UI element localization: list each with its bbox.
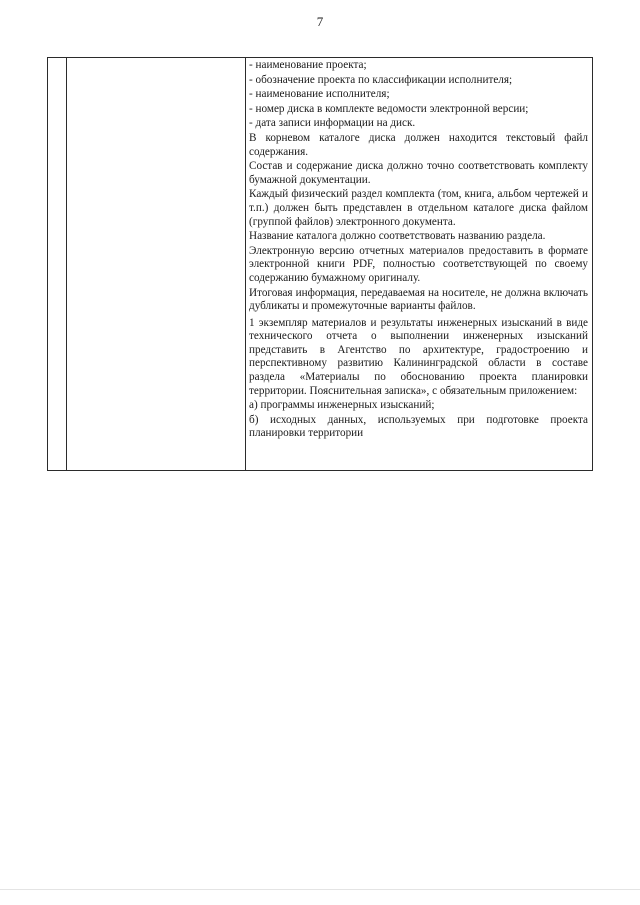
list-item: - номер диска в комплекте ведомости электронной версии; — [249, 102, 529, 115]
list-item: - дата записи информации на диск. — [249, 117, 416, 130]
paragraph: В корневом каталоге диска должен находится текстовый файл содержания. — [249, 131, 588, 158]
paragraph: 1 экземпляр материалов и результаты инженерных изысканий в виде технического отчета о выполнении инженерных изысканий представить в Агентство по архитектуре, градостроению и перспективному развитию Калининградской области в составе раздела «Материалы по обоснованию проекта планировки территории. Пояснительная записка», с обязательным приложением: — [249, 316, 588, 397]
paragraph: Состав и содержание диска должно точно соответствовать комплекту бумажной документации. — [249, 160, 588, 186]
paragraph: Каждый физический раздел комплекта (том, книга, альбом чертежей и т.п.) должен быть представлен в отдельном каталоге диска файлом (группой файлов) электронного документа. — [249, 188, 588, 228]
column-divider-1 — [66, 58, 67, 470]
paragraph: Название каталога должно соответствовать названию раздела. — [249, 230, 546, 243]
list-item: б) исходных данных, используемых при подготовке проекта планировки территории — [249, 413, 588, 440]
list-item: - наименование проекта; — [249, 59, 367, 71]
list-item: - наименование исполнителя; — [249, 88, 390, 101]
page-number: 7 — [316, 14, 324, 29]
list-item: а) программы инженерных изысканий; — [249, 399, 435, 412]
paragraph: Электронную версию отчетных материалов предоставить в формате электронной книги PDF, полностью соответствующей по своему содержанию бумажному оригиналу. — [249, 244, 588, 284]
scan-edge-line — [0, 889, 640, 890]
requirements-table — [47, 57, 593, 471]
requirements-cell — [249, 59, 588, 442]
paragraph: Итоговая информация, передаваемая на носителе, не должна включать дубликаты и промежуточные варианты файлов. — [249, 286, 588, 313]
list-item: - обозначение проекта по классификации исполнителя; — [249, 73, 513, 86]
column-divider-2 — [245, 58, 246, 470]
